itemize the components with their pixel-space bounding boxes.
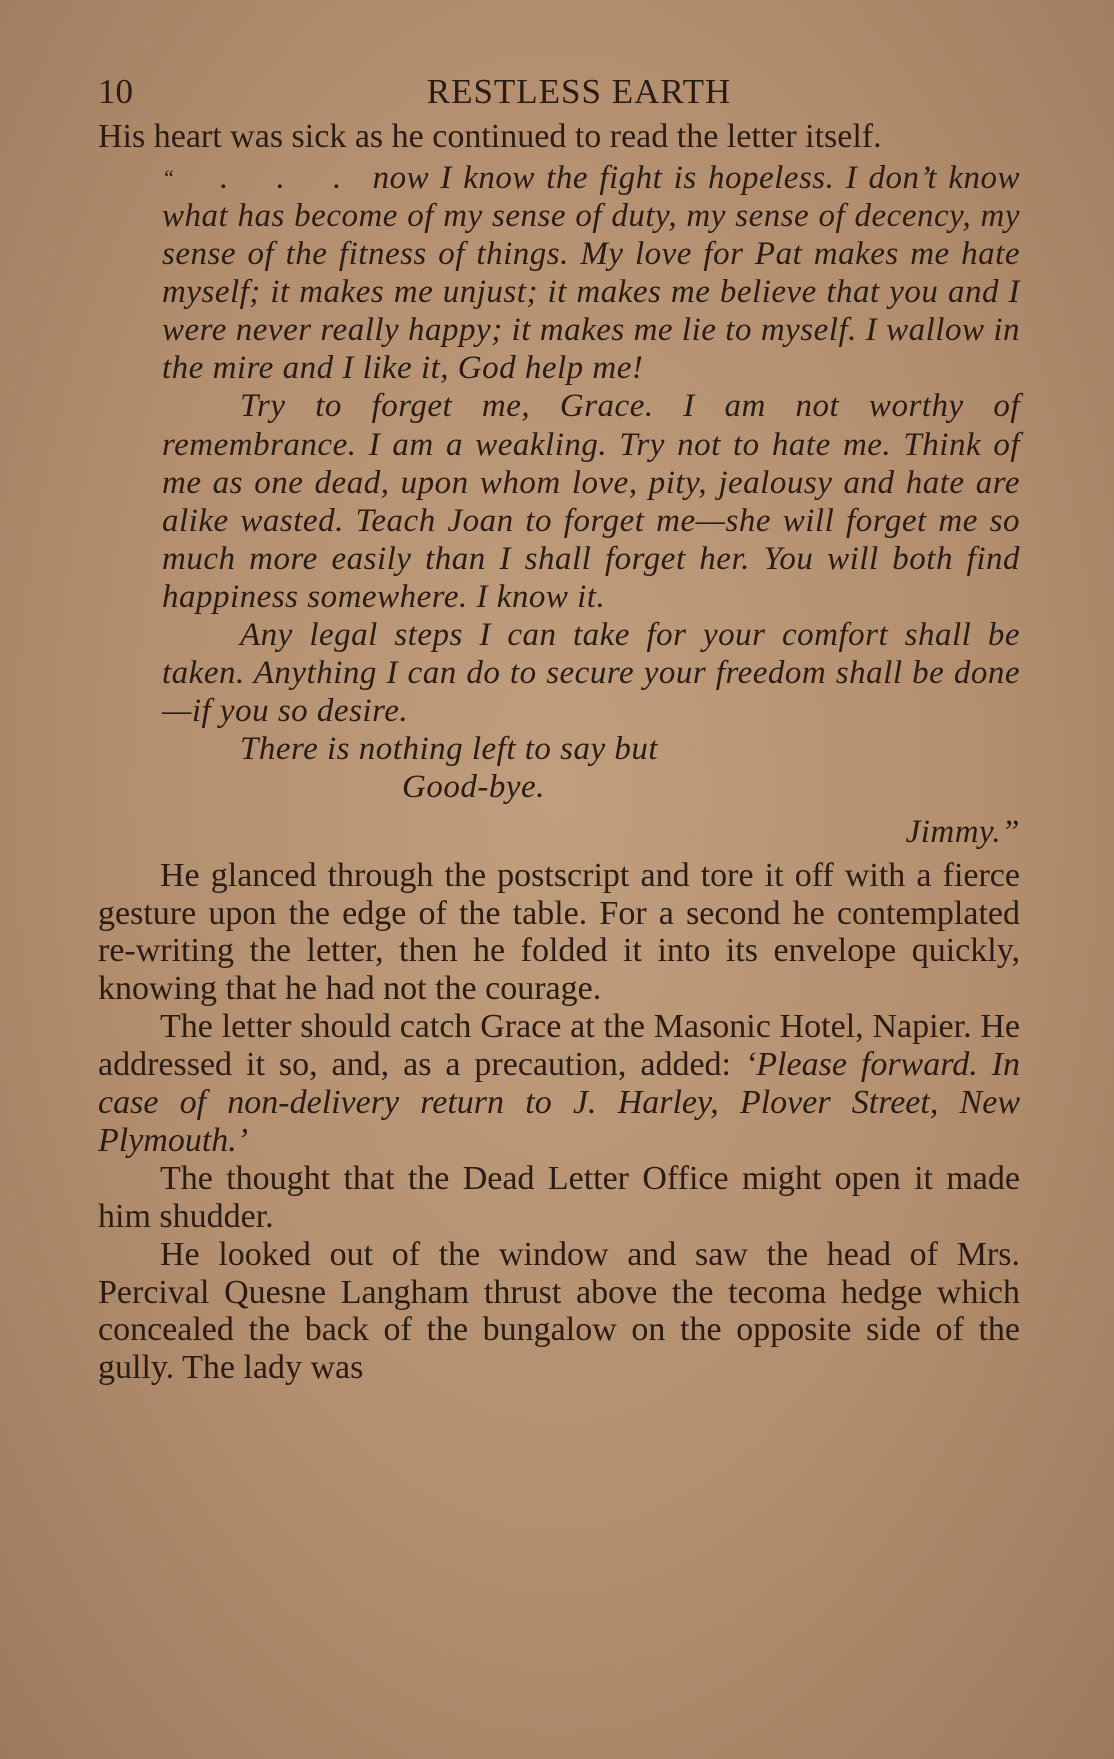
letter-paragraph-3: Any legal steps I can take for your comfort shall be taken. Anything I can do to secure your freedom shall be done—if you so desire. — [162, 617, 1020, 730]
open-quote: “ — [162, 164, 175, 190]
letter-ellipsis: . . . — [220, 159, 362, 196]
body-paragraph-4: He looked out of the window and saw the head of Mrs. Percival Quesne Langham thrust above the tecoma hedge which concealed the back of the bungalow on the opposite side of the gully. The lady was — [98, 1235, 1020, 1387]
letter-paragraph-2: Try to forget me, Grace. I am not worthy of remembrance. I am a weakling. Try not to hate me. Think of me as one dead, upon whom love, pity, jealousy and hate are alike wasted. Teach Joan to forget me—she will forget me so much more easily than I shall forget her. You will both find happiness somewhere. I know it. — [162, 388, 1020, 615]
body-paragraph-2-italic: ‘Please forward. In case of non-delivery return to J. Harley, Plover Street, New Plymouth.’ — [98, 1046, 1020, 1159]
book-page — [98, 66, 1020, 1387]
narrative-continuation — [98, 857, 1020, 1388]
letter-paragraph-1 — [162, 159, 1020, 388]
page-header — [98, 66, 1020, 118]
quoted-letter — [162, 159, 1020, 851]
body-paragraph-2 — [98, 1008, 1020, 1160]
page-number: 10 — [98, 72, 133, 111]
intro-paragraph: His heart was sick as he continued to read the letter itself. — [98, 118, 882, 155]
letter-signature: Jimmy.” — [905, 813, 1020, 850]
letter-goodbye: Good-bye. — [402, 769, 545, 806]
body-paragraph-2-start: The letter should catch Grace at the Masonic Hotel, Napier. He addressed it so, and, as a precaution, added: — [98, 1008, 1020, 1084]
letter-paragraph-4: There is nothing left to say but — [240, 731, 659, 768]
body-paragraph-3: The thought that the Dead Letter Office might open it made him shudder. — [98, 1159, 1020, 1235]
letter-paragraph-1-text: now I know the fight is hopeless. I don’t know what has become of my sense of duty, my sense of decency, my sense of the fitness of things. My love for Pat makes me hate myself; it makes me unjust; it makes me believe that you and I were never really happy; it makes me lie to myself. I wallow in the mire and I like it, God help me! — [162, 159, 1020, 387]
body-paragraph-1: He glanced through the postscript and tore it off with a fierce gesture upon the edge of the table. For a second he contemplated re-writing the letter, then he folded it into its envelope quickly, knowing that he had not the courage. — [98, 856, 1020, 1008]
body-text — [98, 118, 1020, 1387]
running-title: RESTLESS EARTH — [426, 72, 732, 111]
